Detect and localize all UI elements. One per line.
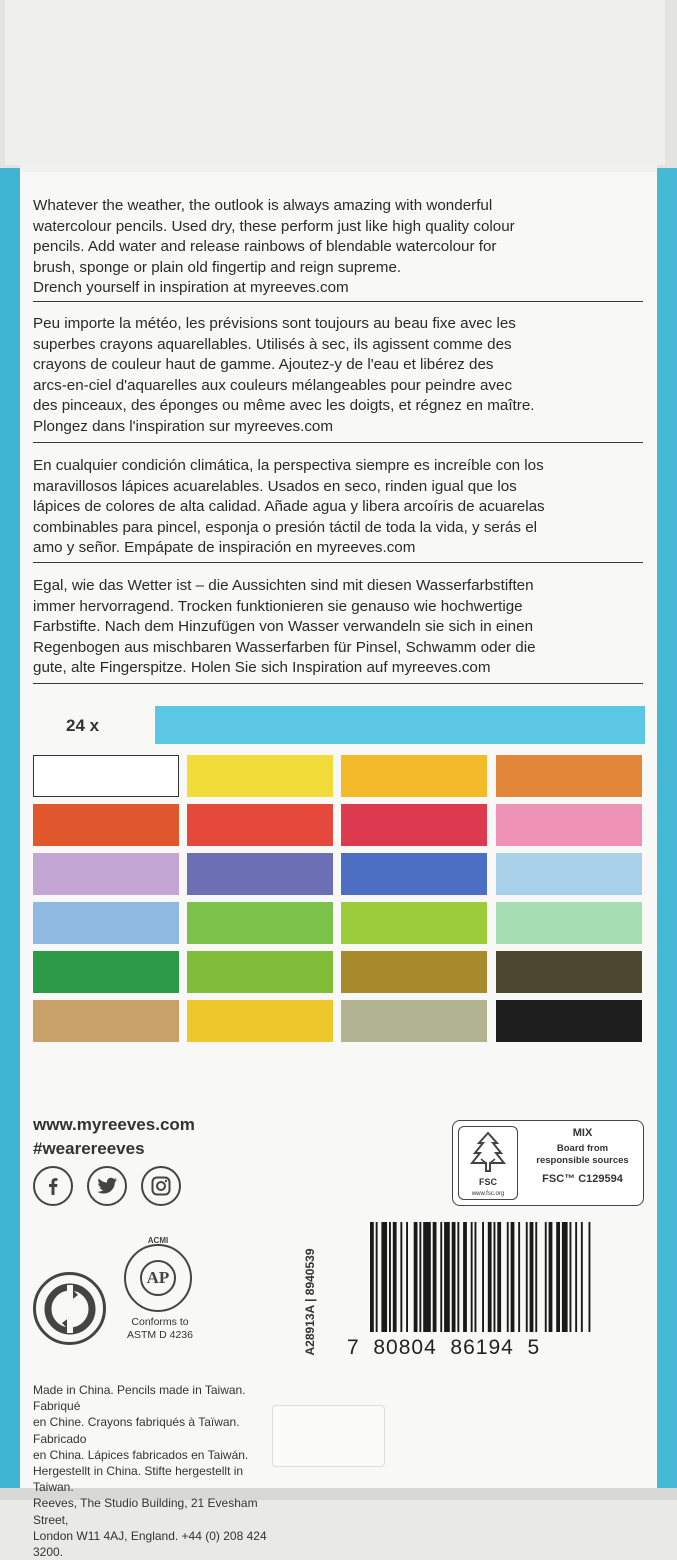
- color-swatch: [496, 853, 642, 895]
- barcode-bar: [575, 1222, 577, 1332]
- left-teal-edge: [0, 168, 20, 1488]
- barcode-bar: [488, 1222, 492, 1332]
- ap-seal-top-text: ACMI: [147, 1236, 169, 1245]
- barcode-bar: [581, 1222, 583, 1332]
- fsc-certification-badge: [452, 1120, 644, 1206]
- barcode-bar: [545, 1222, 547, 1332]
- instagram-icon: [141, 1166, 181, 1206]
- color-swatch: [496, 902, 642, 944]
- color-swatch: [187, 1000, 333, 1042]
- count-color-bar: [155, 706, 645, 744]
- color-swatch: [496, 755, 642, 797]
- barcode-bar: [535, 1222, 537, 1332]
- barcode-bar: [423, 1222, 431, 1332]
- barcode-bar: [494, 1222, 496, 1332]
- ap-seal-icon: [124, 1244, 192, 1312]
- barcode-bar: [526, 1222, 528, 1332]
- barcode-digits: 7 80804 86194 5: [347, 1336, 541, 1359]
- barcode-bar: [507, 1222, 509, 1332]
- color-swatch: [187, 755, 333, 797]
- color-swatch: [341, 804, 487, 846]
- barcode-bar: [419, 1222, 421, 1332]
- divider: [33, 562, 643, 563]
- barcode-bar: [518, 1222, 520, 1332]
- barcode-bar: [471, 1222, 473, 1332]
- color-swatch: [341, 902, 487, 944]
- manufacturing-info: Made in China. Pencils made in Taiwan. Fabriqué en Chine. Crayons fabriqués à Taïwan. Fabricado en China. Lápices fabricados en Taiwán. Hergestellt in China. Stifte hergestellt in Taiwan. Reeves, The Studio Building, 21 Evesham Street, London W11 4AJ, England. +44 (0) 208 424 3200.: [33, 1383, 267, 1560]
- color-swatch: [341, 853, 487, 895]
- ap-seal-mark: AP: [140, 1260, 176, 1296]
- color-swatch: [187, 902, 333, 944]
- description-german: Egal, wie das Wetter ist – die Aussichten sind mit diesen Wasserfarbstiften immer hervorragend. Trocken funktionieren sie genauso wie hochwertige Farbstifte. Nach dem Hinzufügen von Wasser verwandeln sie sich in einen Regenbogen aus mischbaren Wasserfarben für Pinsel, Schwamm oder die gute, alte Fingerspitze. Holen Sie sich Inspiration auf myreeves.com: [33, 577, 536, 676]
- barcode-bar: [414, 1222, 418, 1332]
- divider: [33, 301, 643, 302]
- barcode-bar: [482, 1222, 484, 1332]
- barcode-bar: [370, 1222, 374, 1332]
- barcode-bar: [562, 1222, 568, 1332]
- barcode-bar: [549, 1222, 553, 1332]
- fsc-mix-label: MIX: [572, 1127, 593, 1139]
- color-swatch: [341, 755, 487, 797]
- color-swatch: [33, 804, 179, 846]
- barcode-bar: [389, 1222, 391, 1332]
- website-text: www.myreeves.com: [33, 1115, 195, 1134]
- color-swatch: [187, 853, 333, 895]
- color-swatch: [33, 853, 179, 895]
- color-swatch: [341, 1000, 487, 1042]
- product-code-text: A28913A | 8940539: [303, 1248, 317, 1356]
- barcode-bar: [570, 1222, 572, 1332]
- color-swatch: [33, 902, 179, 944]
- barcode-bar: [457, 1222, 459, 1332]
- barcode-bar: [497, 1222, 501, 1332]
- color-swatch: [496, 951, 642, 993]
- barcode-bar: [452, 1222, 456, 1332]
- twitter-icon: [87, 1166, 127, 1206]
- barcode-bar: [381, 1222, 387, 1332]
- barcode-bar: [433, 1222, 437, 1332]
- barcode-bar: [475, 1222, 477, 1332]
- astm-conformance-text: Conforms to ASTM D 4236: [127, 1316, 193, 1341]
- product-code: [300, 1230, 318, 1380]
- top-flap: [5, 0, 665, 165]
- description-english: Whatever the weather, the outlook is always amazing with wonderful watercolour pencils. Used dry, these perform just like high quality colour pencils. Add water and release rainbows of blendable watercolour for brush, sponge or plain old fingertip and reign supreme. Drench yourself in inspiration at myreeves.com: [33, 197, 515, 296]
- facebook-icon: [33, 1166, 73, 1206]
- barcode-bar: [400, 1222, 402, 1332]
- color-swatch: [341, 951, 487, 993]
- barcode-bar: [393, 1222, 397, 1332]
- barcode-bar: [589, 1222, 591, 1332]
- barcode-bar: [463, 1222, 467, 1332]
- fsc-tree-logo: [458, 1126, 518, 1200]
- color-swatch: [187, 951, 333, 993]
- color-swatch: [33, 1000, 179, 1042]
- barcode-bar: [376, 1222, 378, 1332]
- divider: [33, 683, 643, 684]
- barcode-bar: [444, 1222, 450, 1332]
- hashtag-text: #wearereeves: [33, 1139, 145, 1158]
- barcode-bar: [440, 1222, 442, 1332]
- barcode-bar: [530, 1222, 534, 1332]
- divider: [33, 442, 643, 443]
- fsc-board-text: Board from responsible sources: [536, 1143, 629, 1166]
- color-swatch: [496, 804, 642, 846]
- barcode-bar: [406, 1222, 408, 1332]
- barcode-bar: [511, 1222, 515, 1332]
- pencil-count: 24 x: [66, 716, 100, 735]
- color-swatch: [496, 1000, 642, 1042]
- fsc-url: www.fsc.org: [471, 1191, 505, 1197]
- fsc-logo-text: FSC: [479, 1177, 497, 1187]
- description-spanish: En cualquier condición climática, la perspectiva siempre es increíble con los maravillosos lápices acuarelables. Usados en seco, rinden igual que los lápices de colores de alta calidad. Añade agua y libera arcoíris de acuarelas combinables para pincel, esponja o presión táctil de toda la vida, y serás el amo y señor. Empápate de inspiración en myreeves.com: [33, 457, 545, 556]
- green-dot-recycling-icon: [33, 1272, 106, 1345]
- barcode-bar: [556, 1222, 560, 1332]
- color-swatch: [33, 755, 179, 797]
- barcode: [370, 1222, 646, 1332]
- fsc-license-code: FSC™ C129594: [542, 1173, 623, 1185]
- description-french: Peu importe la météo, les prévisions sont toujours au beau fixe avec les superbes crayons aquarellables. Utilisés à sec, ils agissent comme des crayons de couleur haut de gamme. Ajoutez-y de l'eau et libérez des arcs-en-ciel d'aquarelles aux couleurs mélangeables pour peindre avec des pinceaux, des éponges ou même avec les doigts, et régnez en maître. Plongez dans l'inspiration sur myreeves.com: [33, 315, 535, 435]
- right-teal-edge: [657, 168, 677, 1488]
- color-swatch: [33, 951, 179, 993]
- blank-label-area: [272, 1405, 385, 1467]
- color-swatch: [187, 804, 333, 846]
